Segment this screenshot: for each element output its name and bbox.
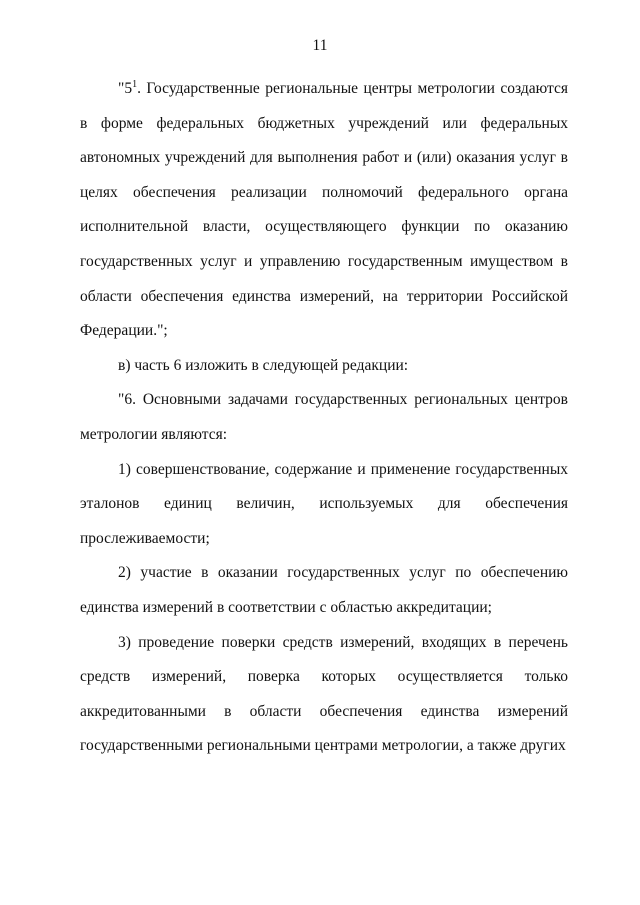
paragraph-text: . Государственные региональные центры метрологии создаются в форме федеральных бюджетных учреждений или федеральных автономных учреждений для выполнения работ и (или) оказания услуг в целях обеспечения реализации полномочий федерального органа исполнительной власти, осуществляющего функции по оказанию государственных услуг и управлению государственным имуществом в области обеспечения единства измерений, на территории Российской Федерации."; — [80, 80, 568, 340]
paragraph-quote-prefix: "5 — [118, 80, 133, 97]
list-item-3: 3) проведение поверки средств измерений, входящих в перечень средств измерений, поверка которых осуществляется только аккредитованными в области обеспечения единства измерений государственными региональными центрами метрологии, а также других — [80, 633, 568, 755]
list-item-2: 2) участие в оказании государственных услуг по обеспечению единства измерений в соответствии с областью аккредитации; — [80, 564, 568, 616]
paragraph-amendment-part-6: в) часть 6 изложить в следующей редакции: — [118, 356, 409, 374]
paragraph-metrology-centers-creation — [80, 72, 568, 349]
list-item-1: 1) совершенствование, содержание и применение государственных эталонов единиц величин, используемых для обеспечения прослеживаемости; — [80, 460, 568, 547]
document-body — [80, 72, 568, 764]
superscript-index: 1 — [132, 79, 138, 90]
paragraph-main-tasks: "6. Основными задачами государственных региональных центров метрологии являются: — [80, 391, 568, 443]
page-number: 11 — [312, 37, 328, 54]
